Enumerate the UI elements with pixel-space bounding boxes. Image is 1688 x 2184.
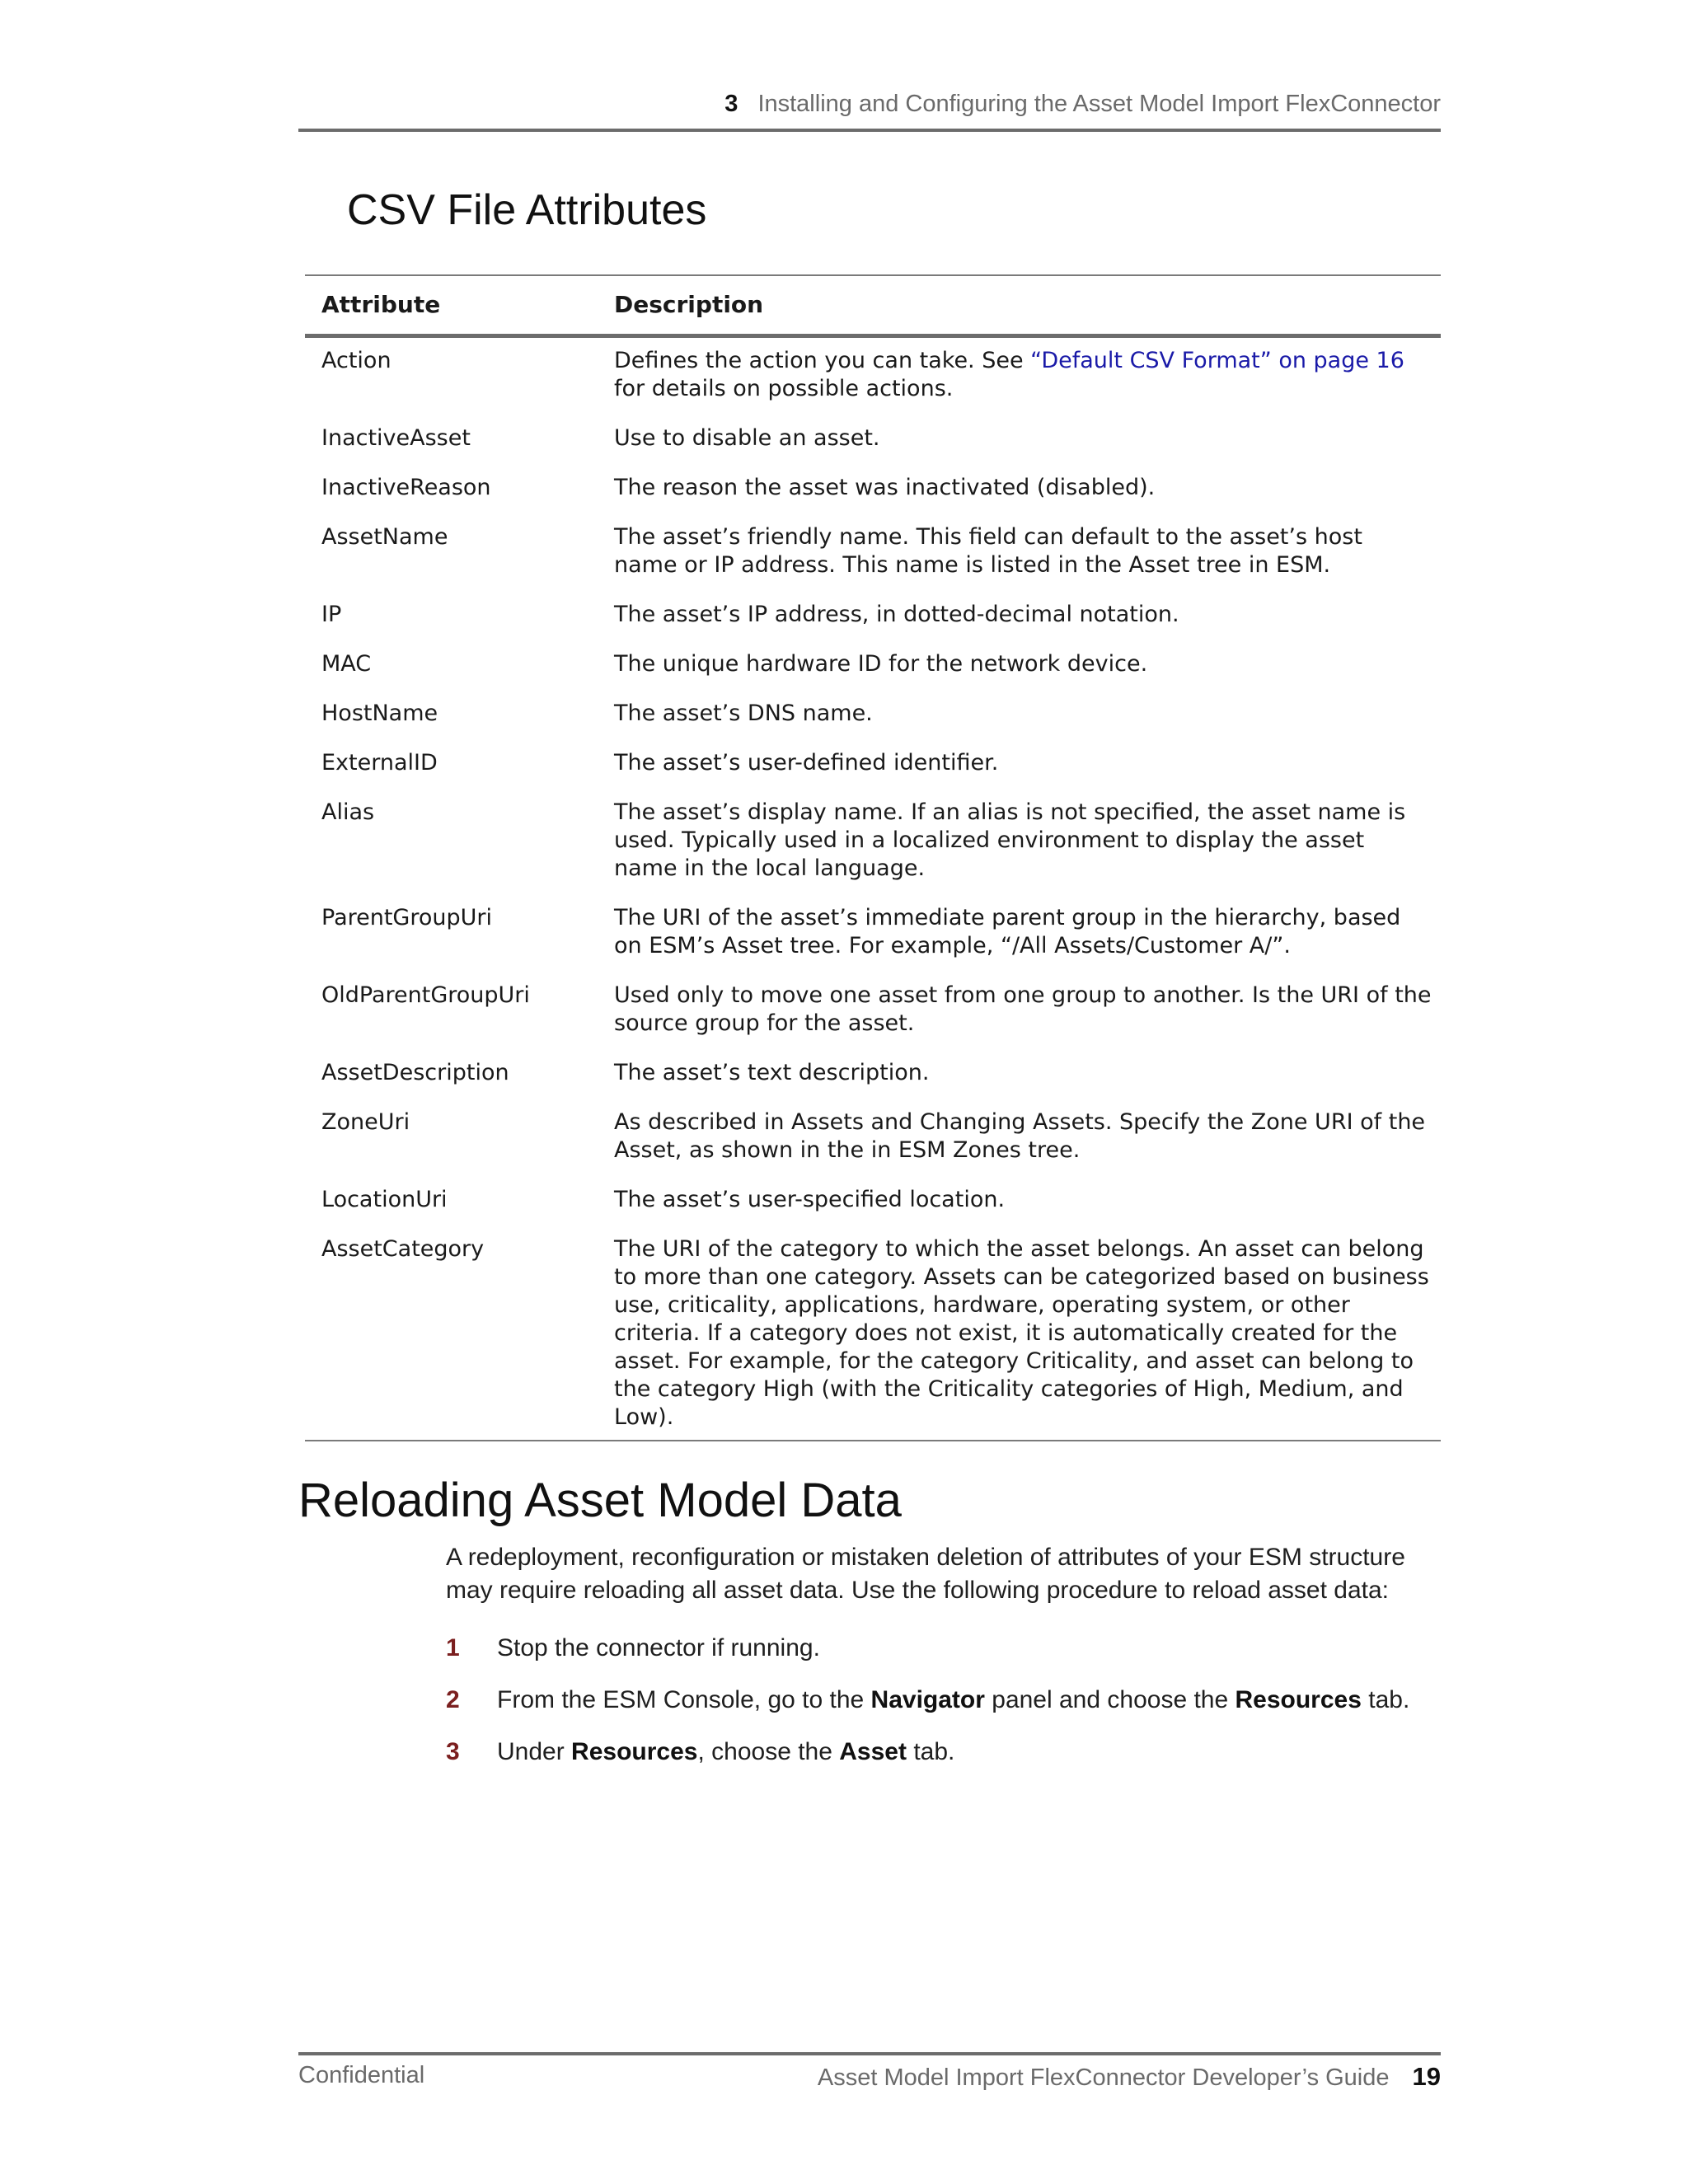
ui-term-navigator: Navigator xyxy=(870,1686,985,1713)
step-number: 2 xyxy=(446,1686,460,1713)
description-text: Defines the action you can take. See xyxy=(614,348,1031,373)
description-cell: The asset’s IP address, in dotted-decimal notation. xyxy=(614,602,1179,627)
table-row xyxy=(305,1059,1441,1108)
description-cell xyxy=(602,336,1441,425)
table-row xyxy=(305,700,1441,749)
attribute-cell: ParentGroupUri xyxy=(321,905,492,930)
description-cell: Use to disable an asset. xyxy=(614,425,880,451)
cross-reference-link[interactable]: “Default CSV Format” on page 16 xyxy=(1030,348,1404,373)
table-row xyxy=(305,904,1441,982)
attribute-cell: LocationUri xyxy=(321,1187,448,1212)
step-number: 3 xyxy=(446,1738,460,1765)
table-header-row xyxy=(305,275,1441,336)
attribute-cell: MAC xyxy=(321,651,372,677)
table-row xyxy=(305,982,1441,1059)
table-row xyxy=(305,1186,1441,1235)
table-row xyxy=(305,336,1441,425)
running-footer xyxy=(298,2052,1441,2097)
list-item xyxy=(446,1684,1443,1717)
attribute-cell: Action xyxy=(321,348,392,373)
table-row xyxy=(305,749,1441,799)
list-item xyxy=(446,1736,1443,1769)
table-row xyxy=(305,799,1441,904)
attribute-cell: AssetName xyxy=(321,524,448,550)
csv-attributes-table xyxy=(305,274,1441,1441)
footer-right xyxy=(818,2062,1441,2092)
description-cell: Used only to move one asset from one group to another. Is the URI of the source group for the asset. xyxy=(614,982,1432,1036)
attribute-cell: AssetCategory xyxy=(305,1235,602,1441)
attribute-cell: AssetDescription xyxy=(321,1060,509,1085)
chapter-number: 3 xyxy=(724,91,738,117)
column-header-attribute: Attribute xyxy=(305,275,602,336)
table-row xyxy=(305,601,1441,650)
table-row xyxy=(305,424,1441,474)
step-text: panel and choose the xyxy=(984,1686,1236,1713)
step-number: 1 xyxy=(446,1634,460,1661)
table-row xyxy=(305,650,1441,700)
footer-confidential: Confidential xyxy=(298,2062,425,2088)
reload-intro-paragraph: A redeployment, reconfiguration or mistaken deletion of attributes of your ESM structure may require reloading all asset data. Use the following procedure to reload asset data: xyxy=(446,1544,1405,1604)
footer-guide-title: Asset Model Import FlexConnector Developer’s Guide xyxy=(817,2064,1390,2091)
description-cell: The URI of the asset’s immediate parent group in the hierarchy, based on ESM’s Asset tree. For example, “/All Assets/Customer A/”. xyxy=(614,905,1401,958)
description-cell: The asset’s display name. If an alias is not specified, the asset name is used. Typically used in a localized environment to display the asset name in the local language. xyxy=(614,799,1406,881)
reload-steps-list xyxy=(446,1632,1443,1788)
attribute-cell: Alias xyxy=(321,799,375,825)
attribute-cell: OldParentGroupUri xyxy=(321,982,530,1008)
description-cell: As described in Assets and Changing Assets. Specify the Zone URI of the Asset, as shown in the in ESM Zones tree. xyxy=(614,1109,1426,1163)
table-row xyxy=(305,1235,1441,1441)
page-number: 19 xyxy=(1412,2062,1441,2091)
attribute-cell: InactiveAsset xyxy=(321,425,471,451)
step-text: From the ESM Console, go to the xyxy=(497,1686,871,1713)
table-row xyxy=(305,474,1441,523)
list-item xyxy=(446,1632,1443,1665)
attribute-cell: InactiveReason xyxy=(321,475,491,500)
ui-term-resources: Resources xyxy=(571,1738,698,1765)
attribute-cell: HostName xyxy=(321,701,438,726)
description-cell: The asset’s friendly name. This field can default to the asset’s host name or IP address. This name is listed in the Asset tree in ESM. xyxy=(614,524,1362,578)
column-header-description: Description xyxy=(602,275,1441,336)
description-cell: The asset’s user-defined identifier. xyxy=(614,750,999,776)
ui-term-asset: Asset xyxy=(839,1738,907,1765)
attribute-cell: ZoneUri xyxy=(321,1109,410,1135)
step-text: Stop the connector if running. xyxy=(497,1634,820,1661)
description-cell: The reason the asset was inactivated (disabled). xyxy=(614,475,1156,500)
step-text: , choose the xyxy=(697,1738,840,1765)
description-cell: The asset’s DNS name. xyxy=(614,701,873,726)
attribute-cell: ExternalID xyxy=(321,750,438,776)
description-cell: The asset’s user-specified location. xyxy=(614,1187,1006,1212)
table-row xyxy=(305,1108,1441,1186)
description-text: for details on possible actions. xyxy=(614,376,954,401)
reload-heading: Reloading Asset Model Data xyxy=(298,1474,902,1527)
step-text: Under xyxy=(497,1738,572,1765)
step-text: tab. xyxy=(906,1738,955,1765)
step-text: tab. xyxy=(1361,1686,1410,1713)
description-cell: The URI of the category to which the asset belongs. An asset can belong to more than one category. Assets can be categorized based on business use, criticality, applications, hardware, operating system, or other criteria. If a category does not exist, it is automatically created for the asset. For example, for the category Criticality, and asset can belong to the category High (with the Criticality categories of High, Medium, and Low). xyxy=(602,1235,1441,1441)
table-row xyxy=(305,523,1441,601)
description-cell: The unique hardware ID for the network device. xyxy=(614,651,1148,677)
running-header xyxy=(298,91,1441,132)
chapter-title: Installing and Configuring the Asset Model Import FlexConnector xyxy=(757,91,1441,117)
ui-term-resources: Resources xyxy=(1235,1686,1362,1713)
description-cell: The asset’s text description. xyxy=(614,1060,930,1085)
attribute-cell: IP xyxy=(321,602,342,627)
section-title: CSV File Attributes xyxy=(347,186,707,234)
